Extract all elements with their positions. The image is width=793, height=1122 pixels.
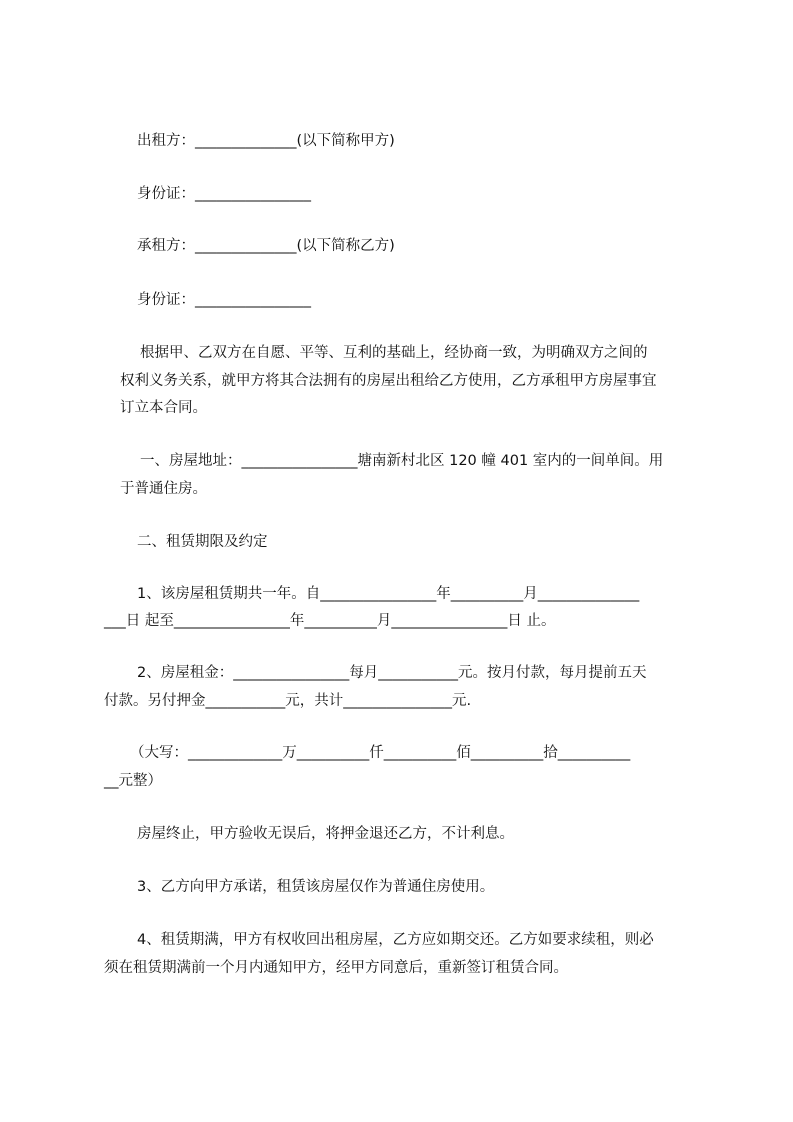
clause2-line-2: 付款。另付押金___________元，共计_______________元. bbox=[104, 693, 472, 709]
deposit-return-line: 房屋终止，甲方验收无误后，将押金退还乙方，不计利息。 bbox=[137, 826, 514, 842]
capital-amount-line-2: __元整） bbox=[104, 773, 162, 789]
clause4-line-1: 4、租赁期满，甲方有权收回出租房屋，乙方应如期交还。乙方如要求续租，则必 bbox=[137, 932, 654, 948]
clause4-line-2: 须在租赁期满前一个月内通知甲方，经甲方同意后，重新签订租赁合同。 bbox=[104, 960, 568, 976]
intro-paragraph-line-3: 订立本合同。 bbox=[120, 400, 207, 416]
lessor-line: 出租方：______________(以下简称甲方) bbox=[137, 133, 395, 149]
clause1-line-2: ___日 起至________________年__________月________________日 止。 bbox=[104, 613, 556, 629]
section1-line-2: 于普通住房。 bbox=[120, 481, 207, 497]
capital-amount-line-1: （大写：_____________万__________仟__________佰__________拾__________ bbox=[130, 745, 631, 761]
section1-line-1: 一、房屋地址：________________塘南新村北区 120 幢 401 室内的一间单间。用 bbox=[140, 453, 664, 469]
intro-paragraph-line-1: 根据甲、乙双方在自愿、平等、互利的基础上，经协商一致，为明确双方之间的 bbox=[140, 345, 648, 361]
clause1-line-1: 1、该房屋租赁期共一年。自________________年__________月______________ bbox=[137, 586, 640, 602]
lessee-line: 承租方：______________(以下简称乙方) bbox=[137, 238, 395, 254]
clause2-line-1: 2、房屋租金：________________每月___________元。按月付款，每月提前五天 bbox=[137, 665, 647, 681]
lessee-id-line: 身份证：________________ bbox=[137, 292, 311, 308]
lessor-id-line: 身份证：________________ bbox=[137, 186, 311, 202]
intro-paragraph-line-2: 权利义务关系，就甲方将其合法拥有的房屋出租给乙方使用，乙方承租甲方房屋事宜 bbox=[120, 373, 657, 389]
clause3-line: 3、乙方向甲方承诺，租赁该房屋仅作为普通住房使用。 bbox=[137, 879, 495, 895]
section2-heading: 二、租赁期限及约定 bbox=[137, 534, 268, 550]
